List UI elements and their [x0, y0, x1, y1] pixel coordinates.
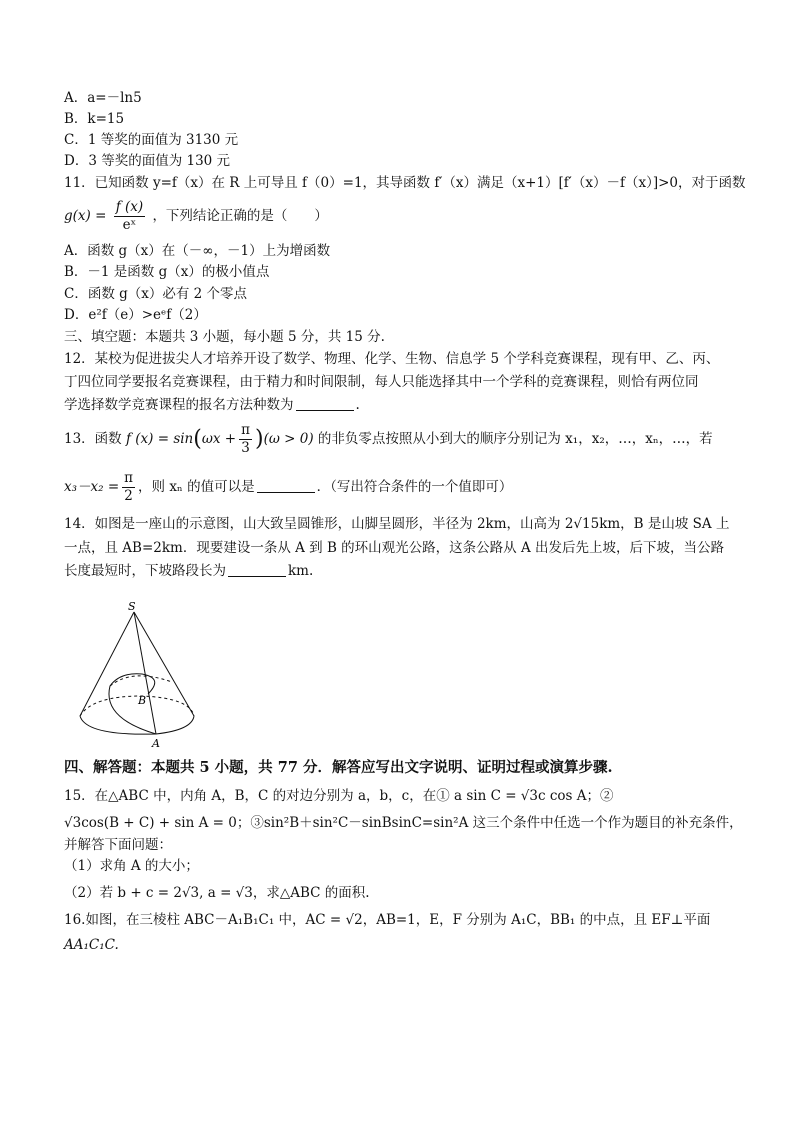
q15-line-2: √3cos(B + C) + sin A = 0；③sin²B＋sin²C－sinBsinC=sin²A 这三个条件中任选一个作为题目的补充条件， — [64, 815, 743, 831]
q11-option-c: C．函数 g（x）必有 2 个零点 — [64, 286, 248, 302]
prev-option-a: A．a=－ln5 — [64, 90, 142, 106]
q11-stem: 11．已知函数 y=f（x）在 R 上可导且 f（0）=1，其导函数 f′（x）满足（x+1）[f′（x）－f（x）]>0，对于函数 — [64, 175, 746, 191]
q15-part-1: （1）求角 A 的大小； — [64, 858, 199, 874]
q13-line-1 — [64, 419, 713, 460]
q13-answer-blank — [257, 478, 315, 493]
q12-line-3-end: . — [355, 397, 360, 413]
base-back-arc — [80, 696, 194, 716]
q11-g-definition — [64, 196, 328, 236]
q15-line-1: 15．在△ABC 中，内角 A，B，C 的对边分别为 a，b，c，在① a sin C = √3c cos A；② — [64, 788, 614, 804]
label-s: S — [128, 600, 136, 613]
q13-post: 的非负零点按照从小到大的顺序分别记为 x₁，x₂，…，xₙ，…，若 — [317, 431, 713, 447]
q13-l2-pre: x₃－x₂ = — [64, 479, 120, 495]
q13-paren-close: ) — [254, 426, 264, 452]
q11-fraction — [114, 199, 145, 234]
label-a: A — [152, 737, 160, 750]
q13-l2-mid: ，则 xₙ 的值可以是 — [138, 479, 255, 495]
q14-line-3-text: 长度最短时，下坡路段长为 — [64, 563, 226, 579]
q11-option-a: A．函数 g（x）在（－∞，－1）上为增函数 — [64, 243, 331, 259]
q15-part-2: （2）若 b + c = 2√3, a = √3，求△ABC 的面积. — [64, 885, 370, 901]
q14-answer-blank — [228, 562, 286, 577]
cone-left-edge — [80, 612, 134, 716]
q13-two: 2 — [124, 488, 133, 504]
q15-line-3: 并解答下面问题： — [64, 837, 172, 853]
prev-option-d: D．3 等奖的面值为 130 元 — [64, 153, 231, 169]
q11-frac-den: eˣ — [122, 217, 137, 233]
q12-line-1: 12．某校为促进拔尖人才培养开设了数学、物理、化学、生物、信息学 5 个学科竞赛课程，现有甲、乙、丙、 — [64, 351, 720, 367]
q14-line-2: 一点，且 AB=2km．现要建设一条从 A 到 B 的环山观光公路，这条公路从 A 出发后先上坡，后下坡，当公路 — [64, 540, 725, 556]
q13-l2-end: ．（写出符合条件的一个值即可） — [316, 479, 513, 495]
q13-pre: 13．函数 — [64, 431, 122, 447]
q16-line-2: AA₁C₁C. — [64, 937, 119, 953]
q13-pi-over-2 — [122, 470, 135, 505]
prev-option-c: C．1 等奖的面值为 3130 元 — [64, 132, 239, 148]
q12-answer-blank — [296, 396, 354, 411]
q11-g-lhs: g(x) = — [64, 208, 107, 224]
cone-figure — [72, 598, 202, 750]
base-front-arc — [80, 716, 194, 734]
q13-pi-over-3 — [239, 422, 252, 457]
q12-line-3 — [64, 395, 360, 415]
label-b: B — [138, 694, 147, 707]
q14-line-1: 14．如图是一座山的示意图，山大致呈圆锥形，山脚呈圆形，半径为 2km，山高为 2√15km，B 是山坡 SA 上 — [64, 516, 730, 532]
q14-line-3-end: km. — [288, 563, 314, 579]
q13-func: f (x) = sin — [125, 431, 194, 447]
section-4-heading: 四、解答题：本题共 5 小题，共 77 分．解答应写出文字说明、证明过程或演算步骤. — [64, 759, 613, 776]
q12-line-2: 丁四位同学要报名竞赛课程，由于精力和时间限制，每人只能选择其中一个学科的竞赛课程，则恰有两位同 — [64, 374, 699, 390]
q16-line-1: 16.如图，在三棱柱 ABC－A₁B₁C₁ 中，AC = √2，AB=1，E，F 分别为 A₁C，BB₁ 的中点，且 EF⊥平面 — [64, 912, 711, 928]
q11-frac-num: f (x) — [115, 199, 144, 215]
section-3-heading: 三、填空题：本题共 3 小题，每小题 5 分，共 15 分. — [64, 329, 385, 345]
q13-three: 3 — [241, 440, 250, 456]
q13-pi: π — [241, 422, 250, 438]
q11-option-b: B．－1 是函数 g（x）的极小值点 — [64, 264, 270, 280]
q12-line-3-text: 学选择数学竞赛课程的报名方法种数为 — [64, 397, 294, 413]
prev-option-b: B．k=15 — [64, 111, 125, 127]
q13-paren-open: ( — [193, 426, 202, 452]
q13-arg: ωx + — [201, 431, 237, 447]
q13-cond: (ω > 0) — [263, 431, 314, 447]
road-curve-front — [109, 674, 156, 734]
q13-line-2 — [64, 467, 512, 507]
q11-tail: ，下列结论正确的是（ ） — [152, 208, 328, 224]
q11-option-d: D．e²f（e）>eᵉf（2） — [64, 307, 207, 323]
q14-line-3 — [64, 561, 313, 581]
q13-pi-2: π — [124, 470, 134, 486]
